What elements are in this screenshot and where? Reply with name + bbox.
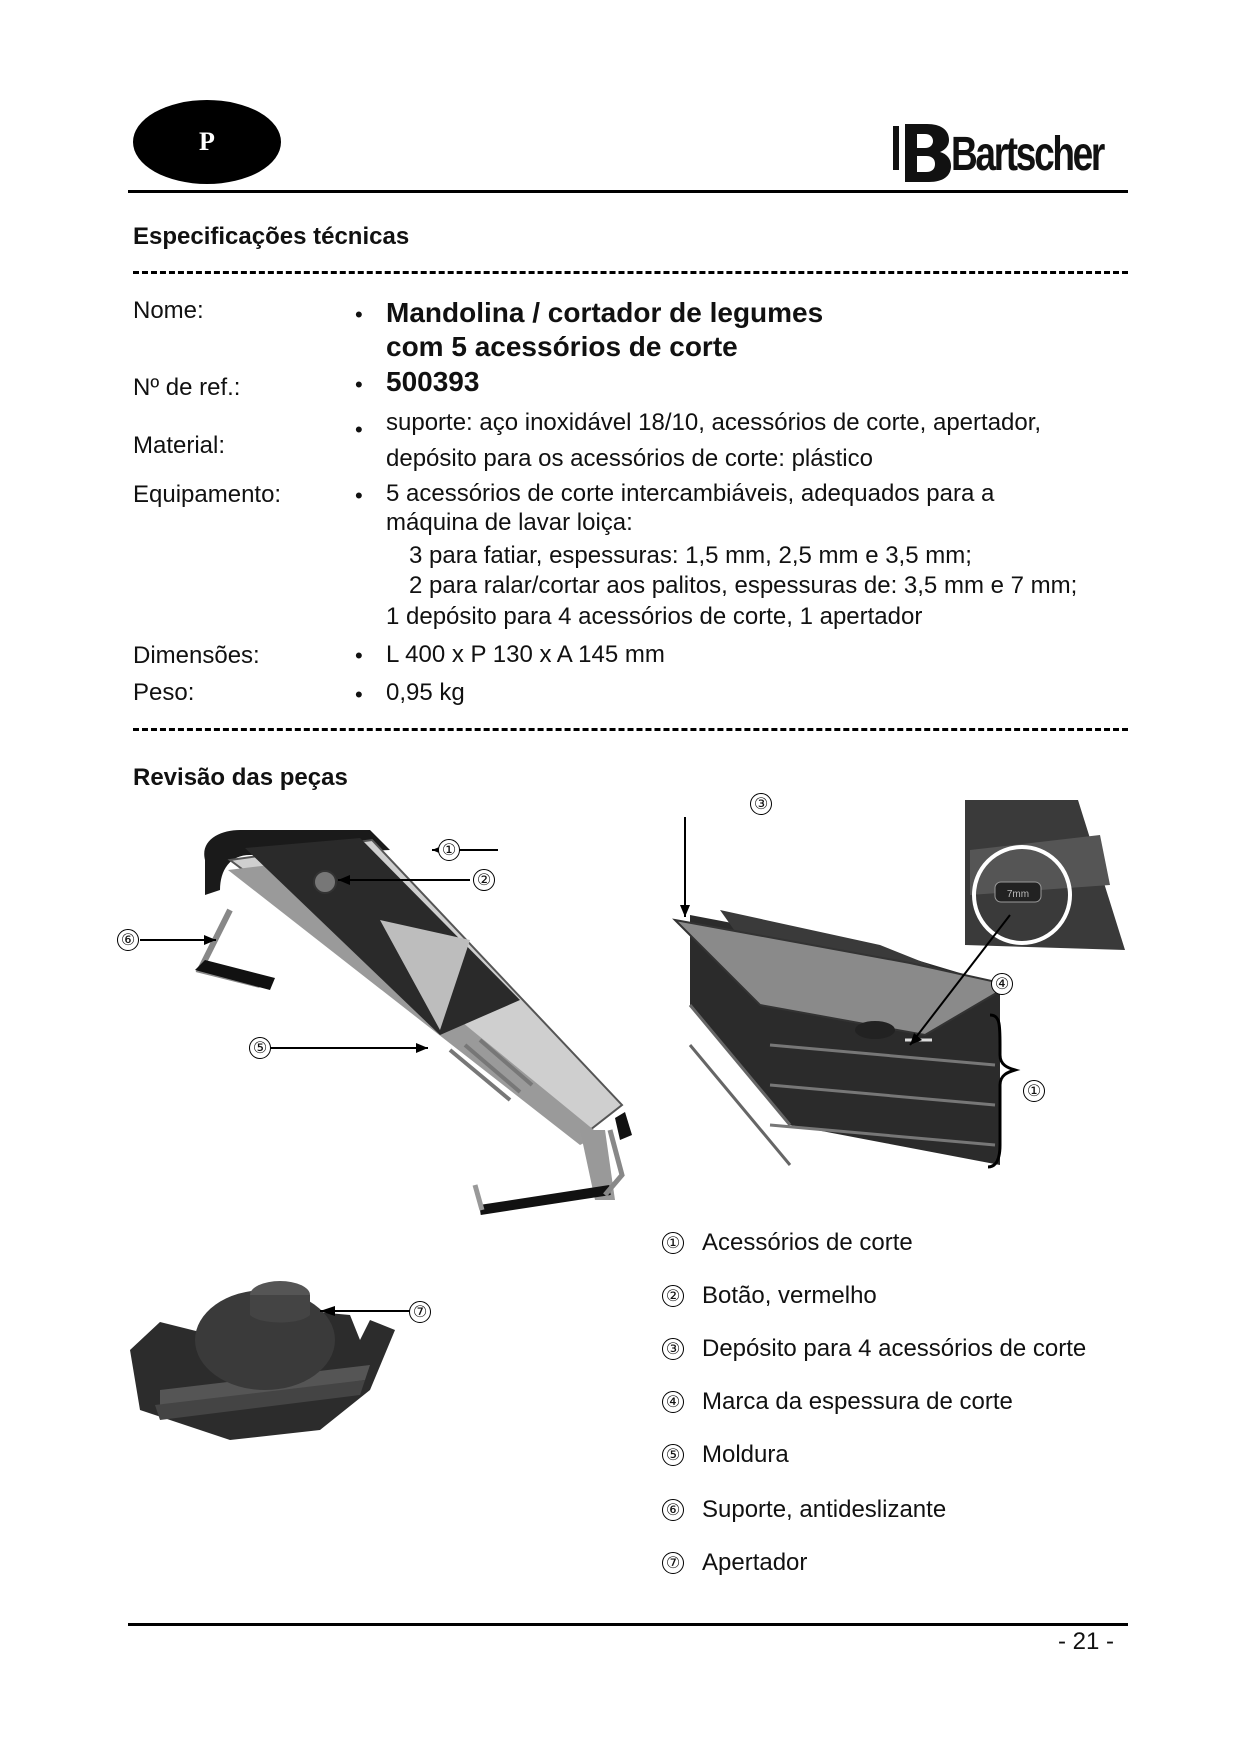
- brand-wordmark: Bartscher: [951, 128, 1105, 181]
- spec-label-weight: Peso:: [133, 679, 195, 706]
- footer-rule: [128, 1623, 1128, 1626]
- spec-value-equipment-3: 3 para fatiar, espessuras: 1,5 mm, 2,5 mm e 3,5 mm;: [409, 542, 972, 569]
- spec-value-equipment-4: 2 para ralar/cortar aos palitos, espessuras de: 3,5 mm e 7 mm;: [409, 572, 1078, 599]
- language-badge: [133, 100, 281, 184]
- spec-value-equipment-1: 5 acessórios de corte intercambiáveis, adequados para a: [386, 480, 995, 507]
- thickness-inset: [965, 800, 1125, 950]
- spec-value-material-1: suporte: aço inoxidável 18/10, acessórios de corte, apertador,: [386, 409, 1042, 436]
- legend-number: ②: [662, 1285, 684, 1307]
- spec-value-dimensions: L 400 x P 130 x A 145 mm: [386, 641, 665, 668]
- legend-text: Suporte, antideslizante: [702, 1496, 947, 1523]
- callout-5-mandoline: ⑤: [249, 1037, 271, 1059]
- bullet-ref: •: [355, 372, 363, 397]
- language-code: P: [199, 127, 215, 156]
- spec-label-dimensions: Dimensões:: [133, 642, 260, 669]
- callout-1-storage: ①: [1023, 1080, 1045, 1102]
- spec-label-name: Nome:: [133, 297, 204, 324]
- page-number: - 21 -: [1058, 1628, 1115, 1655]
- bullet-name: •: [355, 302, 363, 327]
- spec-value-material-2: depósito para os acessórios de corte: plástico: [386, 445, 873, 472]
- legend-text: Marca da espessura de corte: [702, 1388, 1013, 1415]
- legend-item: [662, 1549, 807, 1577]
- callout-6-mandoline: ⑥: [117, 929, 139, 951]
- parts-title: Revisão das peças: [133, 764, 348, 791]
- bullet-weight: •: [355, 682, 363, 707]
- legend-text: Depósito para 4 acessórios de corte: [702, 1335, 1087, 1362]
- spec-value-equipment-2: máquina de lavar loiça:: [386, 509, 633, 536]
- legend-number: ⑤: [662, 1444, 684, 1466]
- spec-label-equipment: Equipamento:: [133, 481, 282, 508]
- thickness-mark-text: 7mm: [1006, 889, 1030, 900]
- legend-number: ④: [662, 1391, 684, 1413]
- callout-7-hand-guard: ⑦: [409, 1301, 431, 1323]
- callout-2-mandoline: ②: [473, 869, 495, 891]
- legend-item: [662, 1282, 877, 1310]
- callout-1-mandoline: ①: [438, 839, 460, 861]
- legend-text: Botão, vermelho: [702, 1282, 877, 1309]
- legend-number: ③: [662, 1338, 684, 1360]
- legend-text: Acessórios de corte: [702, 1229, 913, 1256]
- mandoline-illustration: [110, 800, 650, 1210]
- bartscher-logo: [885, 112, 1115, 184]
- legend-item: [662, 1496, 946, 1524]
- spec-value-ref: 500393: [386, 366, 480, 397]
- legend-number: ①: [662, 1232, 684, 1254]
- spec-value-weight: 0,95 kg: [386, 679, 465, 706]
- legend-number: ⑦: [662, 1552, 684, 1574]
- storage-illustration: [670, 795, 1140, 1215]
- spec-label-material: Material:: [133, 432, 226, 459]
- specs-bottom-divider: [133, 725, 1128, 735]
- bullet-material: •: [355, 417, 363, 442]
- legend-item: [662, 1335, 1086, 1363]
- spec-value-name-1: Mandolina / cortador de legumes: [386, 297, 824, 328]
- legend-number: ⑥: [662, 1499, 684, 1521]
- header-rule: [128, 190, 1128, 193]
- legend-item: [662, 1229, 913, 1257]
- specs-top-divider: [133, 268, 1128, 278]
- spec-value-name-2: com 5 acessórios de corte: [386, 331, 738, 362]
- blade-stack: [675, 910, 1010, 1165]
- callout-3-storage: ③: [750, 793, 772, 815]
- bullet-dimensions: •: [355, 643, 363, 668]
- legend-item: [662, 1388, 1013, 1416]
- callout-4-storage: ④: [991, 973, 1013, 995]
- legend-item: [662, 1441, 789, 1469]
- spec-label-ref: Nº de ref.:: [133, 374, 241, 401]
- spec-value-equipment-5: 1 depósito para 4 acessórios de corte, 1 apertador: [386, 603, 923, 630]
- legend-text: Moldura: [702, 1441, 789, 1468]
- hand-guard-illustration: [120, 1270, 450, 1470]
- bullet-equipment: •: [355, 483, 363, 508]
- legend-text: Apertador: [702, 1549, 808, 1576]
- specs-title: Especificações técnicas: [133, 223, 410, 250]
